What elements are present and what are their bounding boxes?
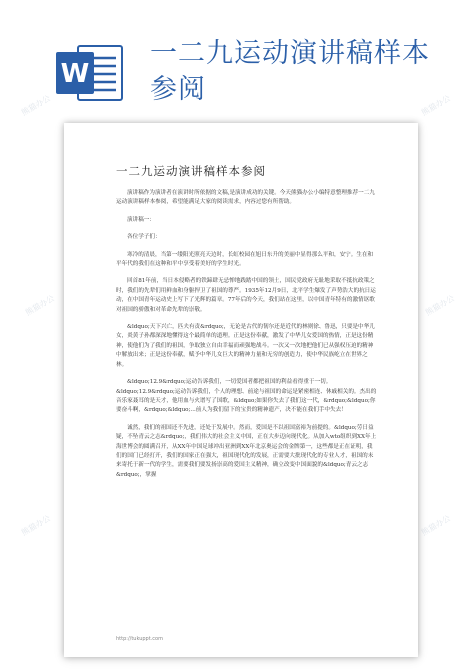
paragraph: 回首81年前，当日本侵略者的铁蹄肆无忌惮地践踏中国的领土，国民党政府无耻地采取不抵抗政策之时，我们的先辈们用鲜血和身躯捍卫了祖国的尊严。1935年12月9日，北平学生爆发了声势浩大的抗日运动，在中国青年运动史上写下了光辉的篇章。77年后的今天，我们站在这里，以中国青年特有的激情讴歌对祖国的骄傲和对革命先辈的崇敬。 bbox=[116, 278, 376, 313]
watermark: 熊猫办公 bbox=[423, 293, 457, 318]
document-title: 一二九运动演讲稿样本参阅 bbox=[116, 164, 266, 178]
paragraph: 诚然，我们的祖国还不先进，还处于发展中。然而，爱国是不以祖国富裕为前提的。&ldquo;劳日益疑，不坠青云之志&rdquo;，我们伟大的社会主义中国，正在大步迈向现代化。从加入wto组织到XX年上海世博会的圆满召开，从XX年中国足球冲出亚洲到XX年北京奥运会的金牌第一，这些都是正在证明，我们的国门已经打开，我们的国家正在强大，祖国现代化的发展，正需要大批现代化的专业人才，祖国的未来寄托于新一代的学生，需要我们要发扬崇高的爱国主义精神，确立改变中国面貌的&ldquo;青云之志&rdquo;，掌握 bbox=[116, 424, 377, 478]
watermark: 熊猫办公 bbox=[419, 93, 453, 118]
word-icon-letter: W bbox=[60, 59, 90, 89]
paragraph: &ldquo;天下兴亡，匹夫有责&rdquo;，无论是古代的韧尔还是近代的林则徐、鲁迅，只要是中华儿女，炎黄子孙都深深地懂得这个最简单的道理。正是这份奉献，激发了中华儿女爱国的热情，正是这份精神，使他们为了我们的祖国，争取独立自由幸福而顽强地战斗。一次又一次地把他们已从强权压迫的精神中解放出来；正是这份奉献，赋予中华儿女巨大的精神力量和无穷的创造力，使中华民族屹立在世界之林。 bbox=[116, 324, 375, 368]
watermark: 熊猫办公 bbox=[419, 513, 453, 538]
page-title: 一二九运动演讲稿样本参阅 bbox=[150, 38, 430, 105]
document-body bbox=[116, 189, 378, 488]
watermark: 熊猫办公 bbox=[19, 93, 53, 118]
word-document-icon bbox=[52, 42, 126, 104]
watermark: 熊猫办公 bbox=[23, 293, 57, 318]
footer-url: http://tukuppt.com bbox=[116, 636, 163, 642]
document-page bbox=[64, 123, 418, 657]
paragraph: &ldquo;12.9&rdquo;运动告诉我们，一切爱国者都把祖国的利益看得重于一切。&ldquo;12.9&rdquo;运动告诉我们，个人的理想、前途与祖国的命运是紧密相连、休戚相关的。杰出的音乐家聂耳的是天才，他用血与火谱写了国歌，&ldquo;如果你失去了我们这一代，&rdquo;&ldquo;你要奋斗啊，&rdquo;&ldquo;...前人为我们留下的宝贵的精神遗产，决不能在我们手中失去！ bbox=[116, 379, 377, 414]
paragraph: 演讲稿一： bbox=[127, 216, 155, 223]
paragraph: 寒冷的清晨，当第一缕阳光照亮天边时，长虹校园在旭日东升的美丽中显得那么平和，安宁。生在和平年代的我们在这种和平中享受着美好的学生时光。 bbox=[116, 251, 374, 268]
paragraph: 各位学子们： bbox=[127, 234, 161, 241]
watermark: 熊猫办公 bbox=[19, 513, 53, 538]
paragraph: 演讲稿作为演讲者在演讲时所依据的文稿,是演讲成功的关键。今天熊猫办公小编特意整理推荐一二九运动演讲稿样本参阅，希望能满足大家的阅读需求，内容过您有所帮助。 bbox=[116, 190, 375, 206]
